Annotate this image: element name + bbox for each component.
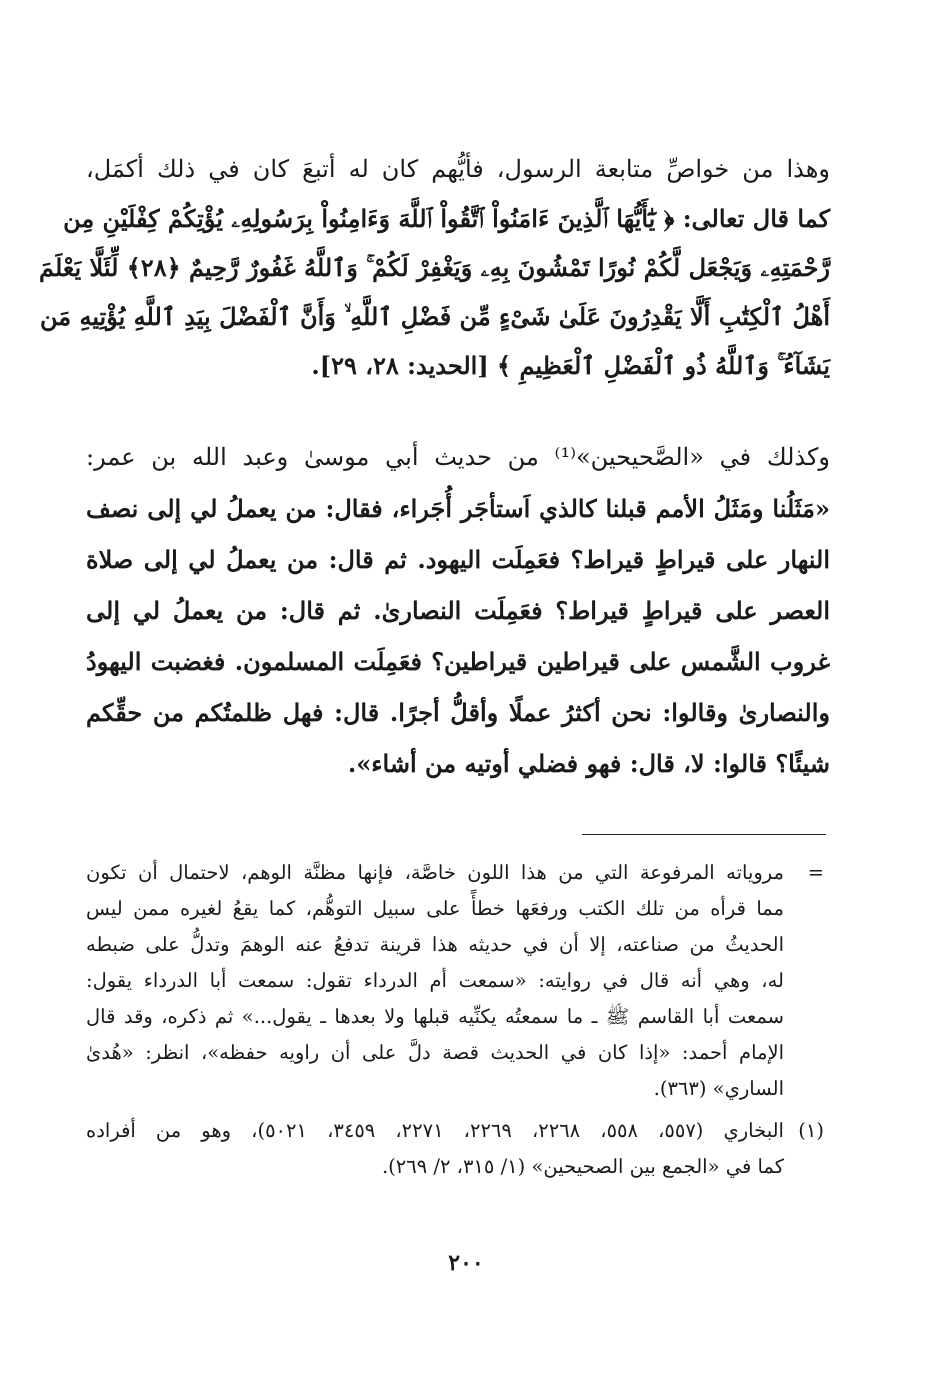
- text-line: يَشَآءُ ۚ وَٱللَّهُ ذُو ٱلْفَضْلِ ٱلْعَظِيمِ ﴾ [الحديد: ٢٨، ٢٩].: [311, 351, 830, 380]
- footnote-line: سمعت أبا القاسم ﷺ ـ ما سمعتُه يكنِّيه قبلها ولا بعدها ـ يقول...» ثم ذكره، وقد قال: [86, 1005, 784, 1028]
- footnote-line: الحديثُ من صناعته، إلا أن في حديثه هذا قرينة تدفعُ عنه الوهمَ وتدلُّ على ضبطه: [86, 933, 784, 956]
- text-line: أَهْلُ ٱلْكِتَٰبِ أَلَّا يَقْدِرُونَ عَلَىٰ شَىْءٍ مِّن فَضْلِ ٱللَّهِ ۙ وَأَنَّ ٱلْفَضْلَ بِيَدِ ٱللَّهِ يُؤْتِيهِ مَن: [39, 302, 830, 331]
- text-line: رَّحْمَتِهِۦ وَيَجْعَل لَّكُمْ نُورًا تَمْشُونَ بِهِۦ وَيَغْفِرْ لَكُمْ ۚ وَٱللَّهُ غَفُورٌ رَّحِيمٌ ﴿٢٨﴾ لِّئَلَّا يَعْلَمَ: [38, 253, 830, 282]
- paragraph-hadith: [86, 432, 830, 789]
- text-line: والنصارىٰ وقالوا: نحن أكثرُ عملًا وأقلُّ أجرًا. قال: فهل ظلمتُكم من حقِّكم: [86, 698, 830, 727]
- footnotes: [86, 855, 830, 1185]
- text-line: وكذلك في «الصَّحيحين»⁽¹⁾ من حديث أبي موسىٰ وعبد الله بن عمر:: [86, 443, 831, 471]
- footnote-continuation: [86, 855, 830, 1107]
- footnote-1-marker: (١): [798, 1119, 824, 1142]
- page-number: ٢٠٠: [448, 1250, 484, 1276]
- footnote-line: له، وهي أنه قال في روايته: «سمعت أم الدرداء تقول: سمعت أبا الدرداء يقول:: [86, 969, 784, 992]
- text-line: العصر على قيراطٍ قيراط؟ فعَمِلَت النصارىٰ. ثم قال: من يعملُ لي إلى: [86, 596, 830, 625]
- footnote-line: الإمام أحمد: «إذا كان في الحديث قصة دلَّ على أن راويه حفظه»، انظر: «هُدىٰ: [86, 1041, 784, 1064]
- text-line: غروب الشَّمس على قيراطين قيراطين؟ فعَمِلَت المسلمون. فغضبت اليهودُ: [86, 647, 830, 676]
- text-line: النهار على قيراطٍ قيراط؟ فعَمِلَت اليهود. ثم قال: من يعملُ لي إلى صلاة: [86, 545, 830, 574]
- footnote-separator: [582, 834, 826, 835]
- footnote-continuation-marker: =: [807, 861, 824, 884]
- text-line: كما قال تعالى: ﴿ يَٰٓأَيُّهَا ٱلَّذِينَ ءَامَنُواْ ٱتَّقُواْ ٱللَّهَ وَءَامِنُواْ بِرَسُولِهِۦ يُؤْتِكُمْ كِفْلَيْنِ مِن: [63, 204, 830, 233]
- footnote-line: كما في «الجمع بين الصحيحين» (١/ ٣١٥، ٢/ ٢٦٩).: [381, 1155, 784, 1178]
- footnote-1: [86, 1113, 830, 1185]
- footnote-line: البخاري (٥٥٧، ٥٥٨، ٢٢٦٨، ٢٢٦٩، ٢٢٧١، ٣٤٥٩، ٥٠٢١)، وهو من أفراده: [86, 1119, 784, 1142]
- footnote-line: الساري» (٣٦٣).: [653, 1077, 784, 1100]
- footnote-line: مروياته المرفوعة التي من هذا اللون خاصَّة، فإنها مظنَّة الوهم، لاحتمال أن تكون: [86, 861, 784, 884]
- footnote-line: مما قرأه من تلك الكتب ورفعَها خطأً على سبيل التوهُّم، كما يقعُ لغيره ممن ليس: [86, 897, 784, 920]
- text-line: شيئًا؟ قالوا: لا، قال: فهو فضلي أوتيه من أشاء».: [347, 749, 830, 778]
- text-line: وهذا من خواصِّ متابعة الرسول، فأيُّهم كان له أتبعَ كان في ذلك أكمَل،: [86, 155, 830, 183]
- text-line: «مَثَلُنا ومَثَلُ الأمم قبلنا كالذي اَستأجَر أُجَراء، فقال: من يعملُ لي إلى نصف: [86, 494, 830, 523]
- paragraph-quran-quote: [38, 145, 830, 390]
